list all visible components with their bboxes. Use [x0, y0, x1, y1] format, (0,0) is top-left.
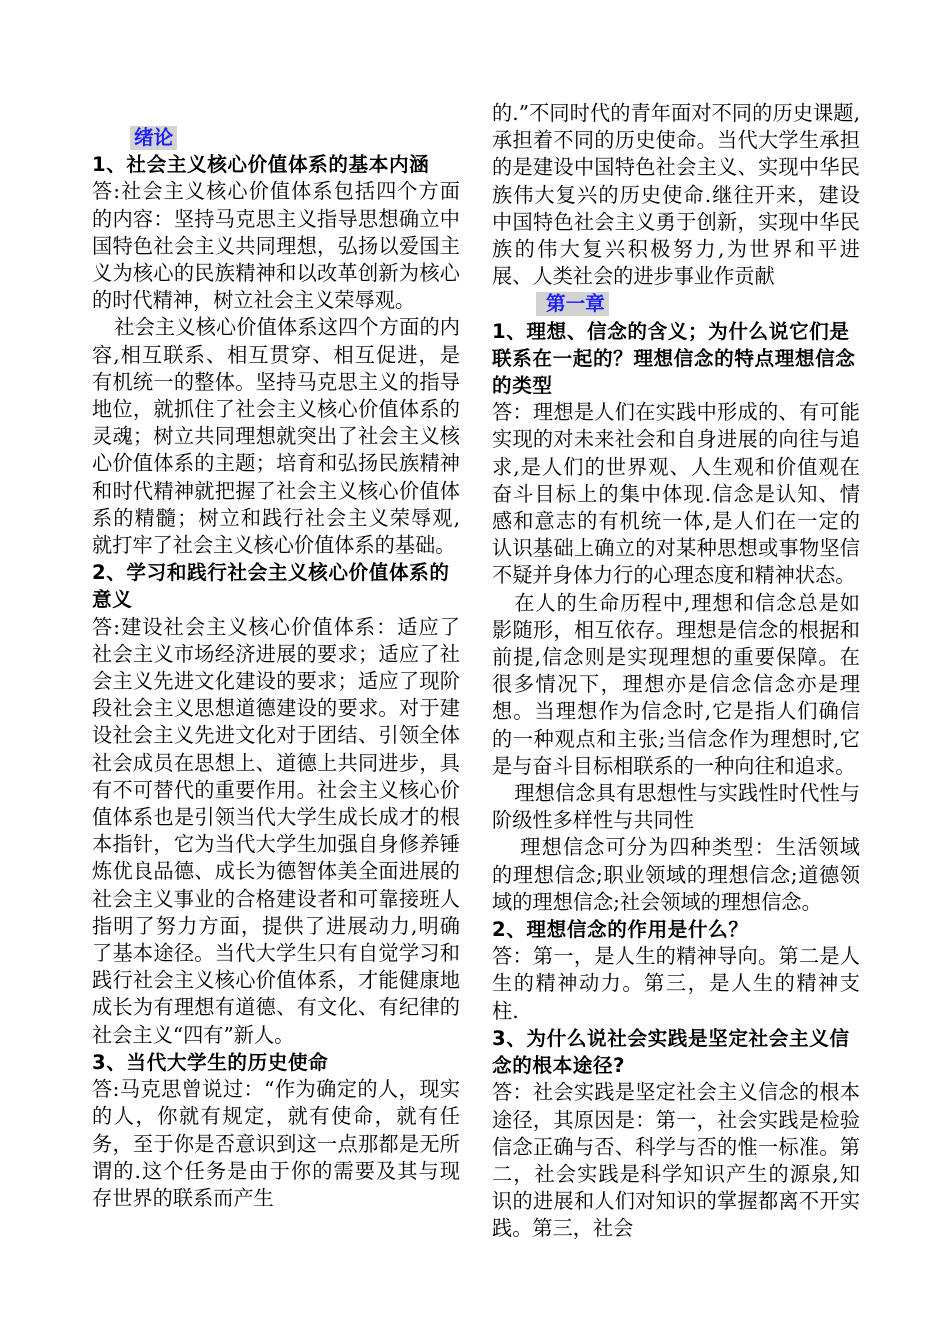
left-column: [92, 124, 460, 1212]
question-title: 2、理想信念的作用是什么？: [492, 918, 749, 942]
question-title: 3、为什么说社会实践是坚定社会主义信念的根本途径?: [492, 1026, 850, 1078]
heading-text: 第一章: [536, 292, 609, 316]
continued-paragraph: 的.”不同时代的青年面对不同的历史课题,承担着不同的历史使命。当代大学生承担的是建设中国特色社会主义、实现中华民族伟大复兴的历史使命.继往开来，建设中国特色社会主义勇于创新，实现中华民族的伟大复兴积极努力,为世界和平进展、人类社会的进步事业作贡献: [492, 101, 860, 289]
answer-paragraph: 社会主义核心价值体系这四个方面的内容,相互联系、相互贯穿、相互促进，是有机统一的整体。坚持马克思主义的指导地位，就抓住了社会主义核心价值体系的灵魂；树立共同理想就突出了社会主义核心价值体系的主题；培育和弘扬民族精神和时代精神就把握了社会主义核心价值体系的精髓；树立和践行社会主义荣辱观,就打牢了社会主义核心价值体系的基础。: [92, 315, 460, 558]
right-column: [492, 100, 860, 1243]
question-title: 1、理想、信念的含义；为什么说它们是联系在一起的？理想信念的特点理想信念的类型: [492, 319, 856, 398]
question-title: 3、当代大学生的历史使命: [92, 1050, 329, 1074]
question-title: 2、学习和践行社会主义核心价值体系的意义: [92, 561, 450, 612]
answer-paragraph: 答:马克思曾说过：“作为确定的人，现实的人，你就有规定，就有使命，就有任务，至于你是否意识到这一点那都是无所谓的.这个任务是由于你的需要及其与现存世界的联系而产生: [92, 1077, 460, 1210]
question-title: 1、社会主义核心价值体系的基本内涵: [92, 153, 430, 177]
answer-paragraph: 答:社会主义核心价值体系包括四个方面的内容：坚持马克思主义指导思想确立中国特色社会主义共同理想，弘扬以爱国主义为核心的民族精神和以改革创新为核心的时代精神，树立社会主义荣辱观。: [92, 179, 460, 313]
chapter-heading: [492, 290, 860, 317]
answer-paragraph: 答:建设社会主义核心价值体系：适应了社会主义市场经济进展的要求；适应了社会主义先进文化建设的要求；适应了现阶段社会主义思想道德建设的要求。对于建设社会主义先进文化对于团结、引领全体社会成员在思想上、道德上共同进步，具有不可替代的重要作用。社会主义核心价值体系也是引领当代大学生成长成才的根本指针，它为当代大学生加强自身修养锤炼优良品德、成长为德智体美全面进展的社会主义事业的合格建设者和可靠接班人指明了努力方面，提供了进展动力,明确了基本途径。当代大学生只有自觉学习和践行社会主义核心价值体系，才能健康地成长为有理想有道德、有文化、有纪律的社会主义“四有”新人。: [92, 614, 460, 1047]
answer-paragraph: 答：第一，是人生的精神导向。第二是人生的精神动力。第三，是人生的精神支柱.: [492, 944, 860, 1023]
answer-paragraph: 答：理想是人们在实践中形成的、有可能实现的对未来社会和自身进展的向往与追求,是人们的世界观、人生观和价值观在奋斗目标上的集中体现.信念是认知、情感和意志的有机统一体,是人们在一定的认识基础上确立的对某种思想或事物坚信不疑并身体力行的心理态度和精神状态。: [492, 400, 860, 588]
answer-paragraph: 在人的生命历程中,理想和信念总是如影随形，相互依存。理想是信念的根据和前提,信念则是实现理想的重要保障。在很多情况下，理想亦是信念信念亦是理想。当理想作为信念时,它是指人们确信的一种观点和主张;当信念作为理想时,它是与奋斗目标相联系的一种向往和追求。: [492, 590, 860, 778]
answer-paragraph: 答：社会实践是坚定社会主义信念的根本途径，其原因是：第一，社会实践是检验信念正确与否、科学与否的惟一标准。第二，社会实践是科学知识产生的源泉,知识的进展和人们对知识的掌握都离不开实践。第三，社会: [492, 1080, 860, 1241]
answer-paragraph: 理想信念可分为四种类型：生活领域的理想信念;职业领域的理想信念;道德领域的理想信念;社会领域的理想信念。: [492, 835, 860, 914]
answer-paragraph: 理想信念具有思想性与实践性时代性与阶级性多样性与共同性: [492, 781, 860, 833]
section-heading-intro: [92, 124, 460, 151]
heading-text: 绪论: [130, 126, 177, 150]
